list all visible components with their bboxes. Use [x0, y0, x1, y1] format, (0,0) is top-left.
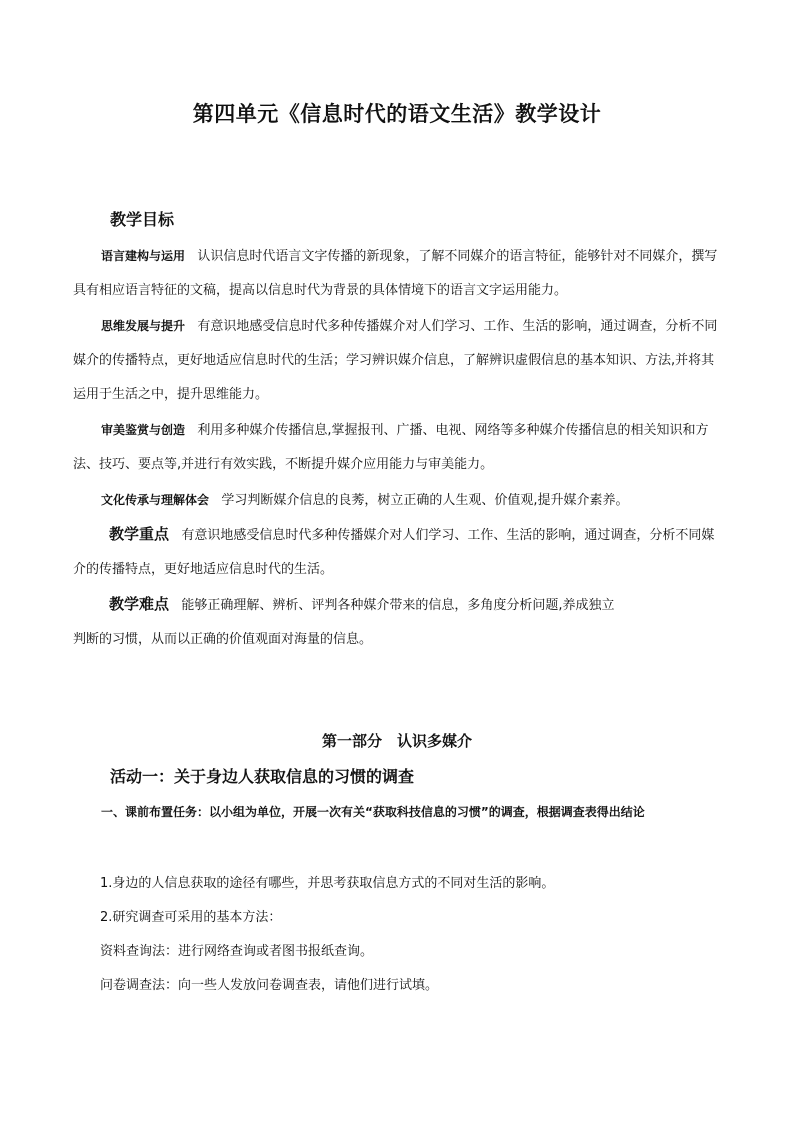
- difficulties-text-line1: 能够正确理解、辨析、评判各种媒介带来的信息，多角度分析问题,养成独立: [181, 598, 615, 613]
- objective-text: 学习判断媒介信息的良莠，树立正确的人生观、价值观,提升媒介素养。: [221, 493, 629, 508]
- objective-label: 语言建构与运用: [101, 249, 186, 263]
- objective-label: 思维发展与提升: [101, 319, 186, 333]
- difficulties-text-line2: 判断的习惯，从而以正确的价值观面对海量的信息。: [73, 632, 373, 647]
- document-title: 第四单元《信息时代的语文生活》教学设计: [192, 102, 602, 126]
- list-item: 问卷调查法：向一些人发放问卷调查表，请他们进行试填。: [100, 978, 439, 993]
- difficulties: [73, 587, 723, 657]
- objective-label: 审美鉴赏与创造: [101, 423, 186, 437]
- part-title: 第一部分 认识多媒介: [321, 732, 472, 750]
- list-item: 2.研究调查可采用的基本方法：: [100, 910, 282, 925]
- objective-text: 有意识地感受信息时代多种传播媒介对人们学习、工作、生活的影响，通过调查，分析不同媒介的传播特点，更好地适应信息时代的生活；学习辨识媒介信息，了解辨识虚假信息的基本知识、方法,并将其运用于生活之中，提升思维能力。: [73, 319, 718, 402]
- activity-title: 活动一：关于身边人获取信息的习惯的调查: [110, 767, 415, 786]
- objective-text: 利用多种媒介传播信息,掌握报刊、广播、电视、网络等多种媒介传播信息的相关知识和方法、技巧、要点等,并进行有效实践，不断提升媒介应用能力与审美能力。: [73, 423, 709, 472]
- objective-culture: [73, 483, 723, 518]
- objectives-heading: 教学目标: [110, 210, 175, 229]
- objective-label: 文化传承与理解体会: [101, 493, 210, 507]
- difficulties-label: 教学难点: [109, 595, 170, 613]
- objective-language: [73, 239, 723, 308]
- task-instruction: 一、课前布置任务：以小组为单位，开展一次有关“获取科技信息的习惯”的调查，根据调查表得出结论: [101, 805, 645, 819]
- key-points-label: 教学重点: [109, 525, 170, 543]
- objective-thinking: [73, 309, 723, 412]
- key-points-text: 有意识地感受信息时代多种传播媒介对人们学习、工作、生活的影响，通过调查，分析不同媒介的传播特点，更好地适应信息时代的生活。: [73, 528, 715, 577]
- objective-aesthetic: [73, 413, 723, 482]
- list-item: 资料查询法：进行网络查询或者图书报纸查询。: [100, 944, 374, 959]
- list-item: 1.身边的人信息获取的途径有哪些，并思考获取信息方式的不同对生活的影响。: [100, 876, 555, 891]
- objective-text: 认识信息时代语言文字传播的新现象，了解不同媒介的语言特征，能够针对不同媒介，撰写具有相应语言特征的文稿，提高以信息时代为背景的具体情境下的语言文字运用能力。: [73, 249, 718, 298]
- key-points: [73, 517, 723, 587]
